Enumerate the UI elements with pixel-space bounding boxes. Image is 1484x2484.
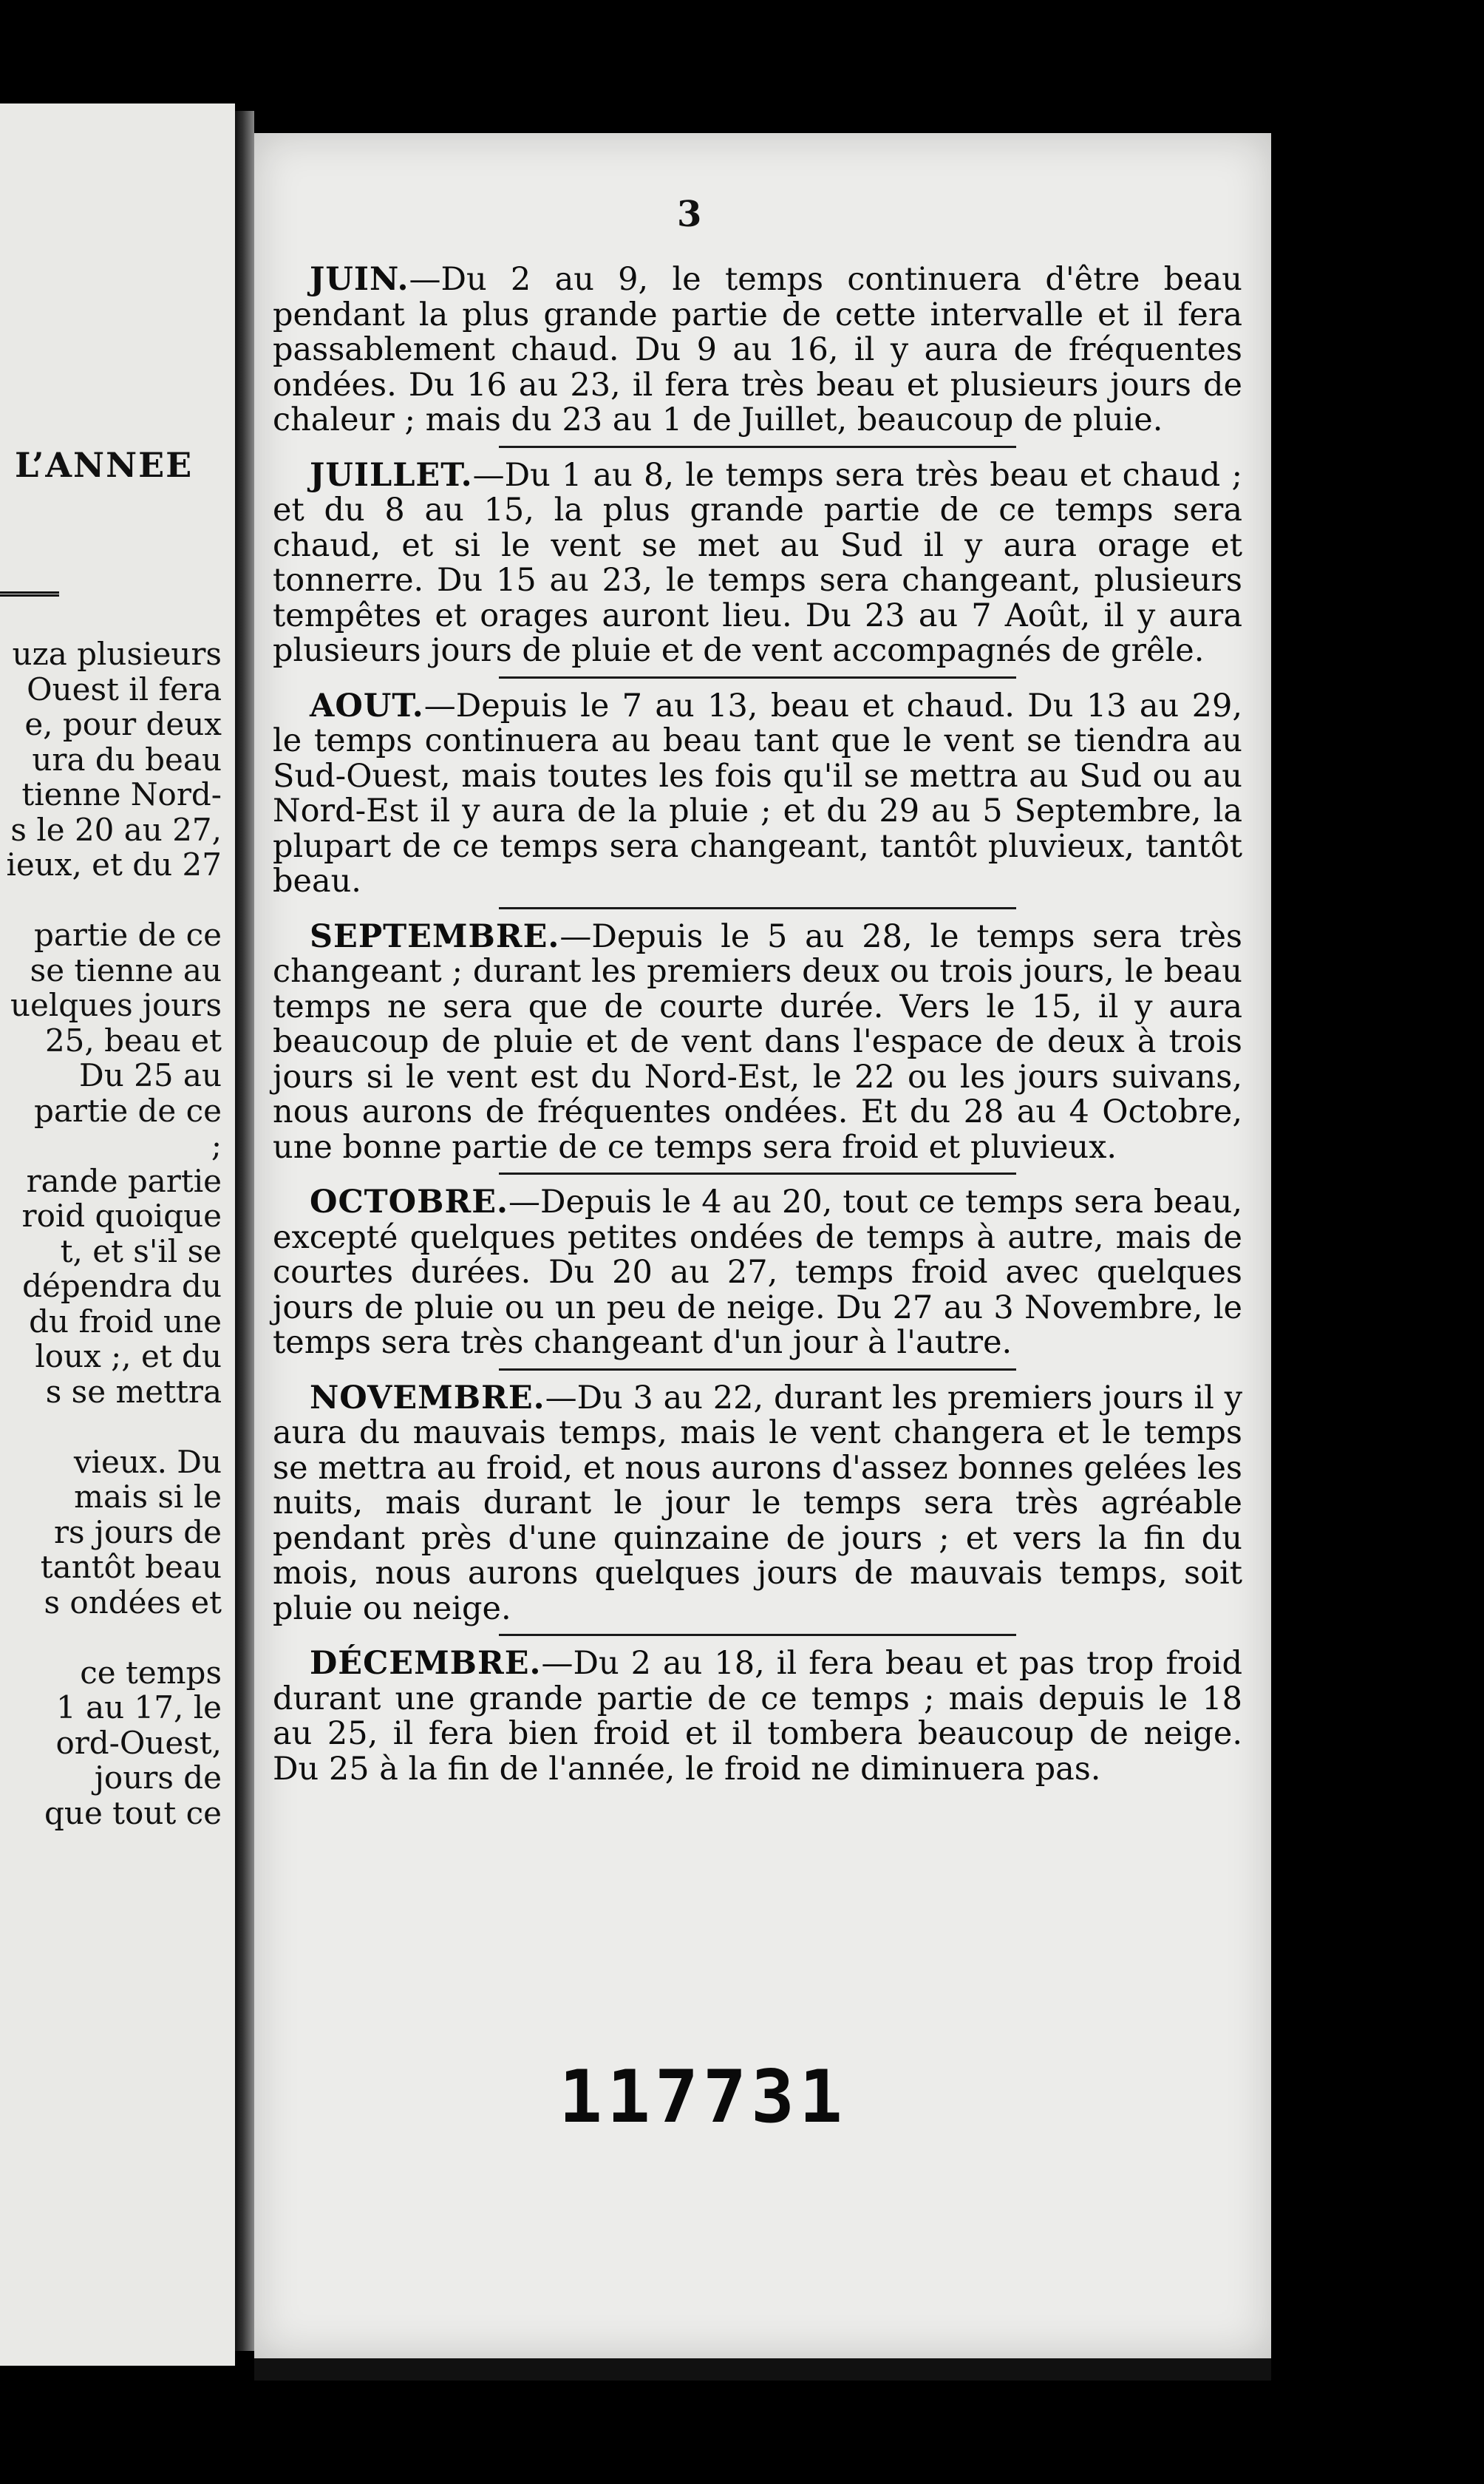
month-entry [273, 689, 1242, 900]
month-entry [273, 917, 1242, 1166]
left-page-line: jours de [94, 1760, 222, 1796]
left-page-line: 1 au 17, le [56, 1689, 222, 1725]
left-page-line: rande partie [26, 1162, 222, 1199]
left-page-line: mais si le [74, 1479, 222, 1515]
main-page [254, 133, 1271, 2358]
section-divider [499, 676, 1016, 679]
left-page-line: ord-Ouest, [55, 1724, 222, 1761]
left-page-line: loux ;, et du [35, 1338, 222, 1374]
left-page-line: e, pour deux [24, 706, 222, 742]
left-page-line: dépendra du [22, 1268, 222, 1304]
left-page-line: rs jours de [53, 1513, 222, 1550]
month-name: JUILLET. [310, 456, 473, 494]
catalog-number-stamp: 117731 [559, 2055, 848, 2139]
month-name: JUIN. [310, 261, 409, 298]
left-page-line: s se mettra [45, 1373, 222, 1410]
month-name: AOUT. [310, 687, 424, 724]
left-page-line: s le 20 au 27, [10, 811, 222, 848]
left-page-line: ; [211, 1127, 222, 1164]
left-page-line: vieux. Du [73, 1443, 222, 1480]
left-page-line: Ouest il fera [27, 671, 222, 707]
section-divider [499, 446, 1016, 448]
left-page-line: t, et s'il se [60, 1232, 222, 1269]
left-page-line: uelques jours [10, 987, 222, 1023]
section-divider [499, 1368, 1016, 1371]
left-page-line: ieux, et du 27 [6, 846, 222, 883]
left-page-line: que tout ce [44, 1794, 222, 1831]
page-number: 3 [677, 194, 702, 235]
month-forecast-text: —Du 2 au 9, le temps continuera d'être beau pendant la plus grande partie de cette intervalle et il fera passablement chaud. Du 9 au 16, il y aura de fréquentes ondées. Du 16 au 23, il fera très beau et plusieurs jours de chaleur ; mais du 23 au 1 de Juillet, beaucoup de pluie. [273, 261, 1242, 438]
section-divider [499, 1173, 1016, 1175]
month-entry [273, 1185, 1242, 1361]
monthly-forecast-list [273, 262, 1242, 1787]
section-divider [499, 907, 1016, 909]
month-forecast-text: —Depuis le 7 au 13, beau et chaud. Du 13 au 29, le temps continuera au beau tant que le vent se tiendra au Sud-Ouest, mais toutes les fois qu'il se mettra au Sud ou au Nord-Est il y aura de la pluie ; et du 29 au 5 Septembre, la plupart de ce temps sera changeant, tantôt pluvieux, tantôt beau. [273, 687, 1242, 900]
month-forecast-text: —Du 1 au 8, le temps sera très beau et chaud ; et du 8 au 15, la plus grande partie de ce temps sera chaud, et si le vent se met au Sud il y aura orage et tonnerre. Du 15 au 23, le temps sera changeant, plusieurs tempêtes et orages auront lieu. Du 23 au 7 Août, il y aura plusieurs jours de pluie et de vent accompagnés de grêle. [273, 456, 1242, 669]
month-forecast-text: —Depuis le 4 au 20, tout ce temps sera beau, excepté quelques petites ondées de temps à autre, mais de courtes durées. Du 20 au 27, temps froid avec quelques jours de pluie ou un peu de neige. Du 27 au 3 Novembre, le temps sera très changeant d'un jour à l'autre. [273, 1184, 1242, 1361]
left-page-line: tienne Nord- [21, 776, 222, 812]
month-forecast-text: —Depuis le 5 au 28, le temps sera très changeant ; durant les premiers deux ou trois jours, le beau temps ne sera que de courte durée. Vers le 15, il y aura beaucoup de pluie et de vent dans l'espace de deux à trois jours si le vent est du Nord-Est, le 22 ou les jours suivans, nous aurons de fréquentes ondées. Et du 28 au 4 Octobre, une bonne partie de ce temps sera froid et pluvieux. [273, 917, 1242, 1166]
page-bottom-edge [254, 2358, 1271, 2380]
left-page-line: 25, beau et [44, 1022, 222, 1059]
month-forecast-text: —Du 3 au 22, durant les premiers jours il y aura du mauvais temps, mais le vent changera et le temps se mettra au froid, et nous aurons d'assez bonnes gelées les nuits, mais durant le jour le temps sera très agréable pendant près d'une quinzaine de jours ; et vers la fin du mois, nous aurons quelques jours de mauvais temps, soit pluie ou neige. [273, 1379, 1242, 1627]
month-entry [273, 1646, 1242, 1787]
left-page-heading: L’ANNEE [15, 445, 194, 485]
month-name: SEPTEMBRE. [310, 917, 560, 955]
month-forecast-text: —Du 2 au 18, il fera beau et pas trop froid durant une grande partie de ce temps ; mais depuis le 18 au 25, il fera bien froid et il tombera beaucoup de neige. Du 25 à la fin de l'année, le froid ne diminuera pas. [273, 1645, 1242, 1788]
month-name: NOVEMBRE. [310, 1379, 545, 1416]
left-page-line: roid quoique [21, 1198, 222, 1234]
left-page-line: uza plusieurs [12, 636, 222, 672]
left-page-line: partie de ce [34, 1092, 222, 1129]
left-page-line: ura du beau [32, 741, 222, 778]
left-page-line: tantôt beau [40, 1549, 222, 1585]
month-name: OCTOBRE. [310, 1184, 508, 1221]
left-page-line: se tienne au [30, 951, 222, 988]
month-entry [273, 262, 1242, 438]
page-gutter [235, 111, 254, 2351]
left-page-rule [0, 591, 59, 597]
left-page-fragment [0, 104, 235, 2366]
left-page-line: Du 25 au [79, 1057, 222, 1093]
left-page-line: partie de ce [34, 917, 222, 953]
month-name: DÉCEMBRE. [310, 1645, 542, 1682]
left-page-line: ce temps [80, 1654, 222, 1691]
left-page-line: du froid une [29, 1303, 222, 1340]
month-entry [273, 1381, 1242, 1627]
month-entry [273, 458, 1242, 669]
section-divider [499, 1634, 1016, 1636]
left-page-line: s ondées et [44, 1584, 222, 1621]
